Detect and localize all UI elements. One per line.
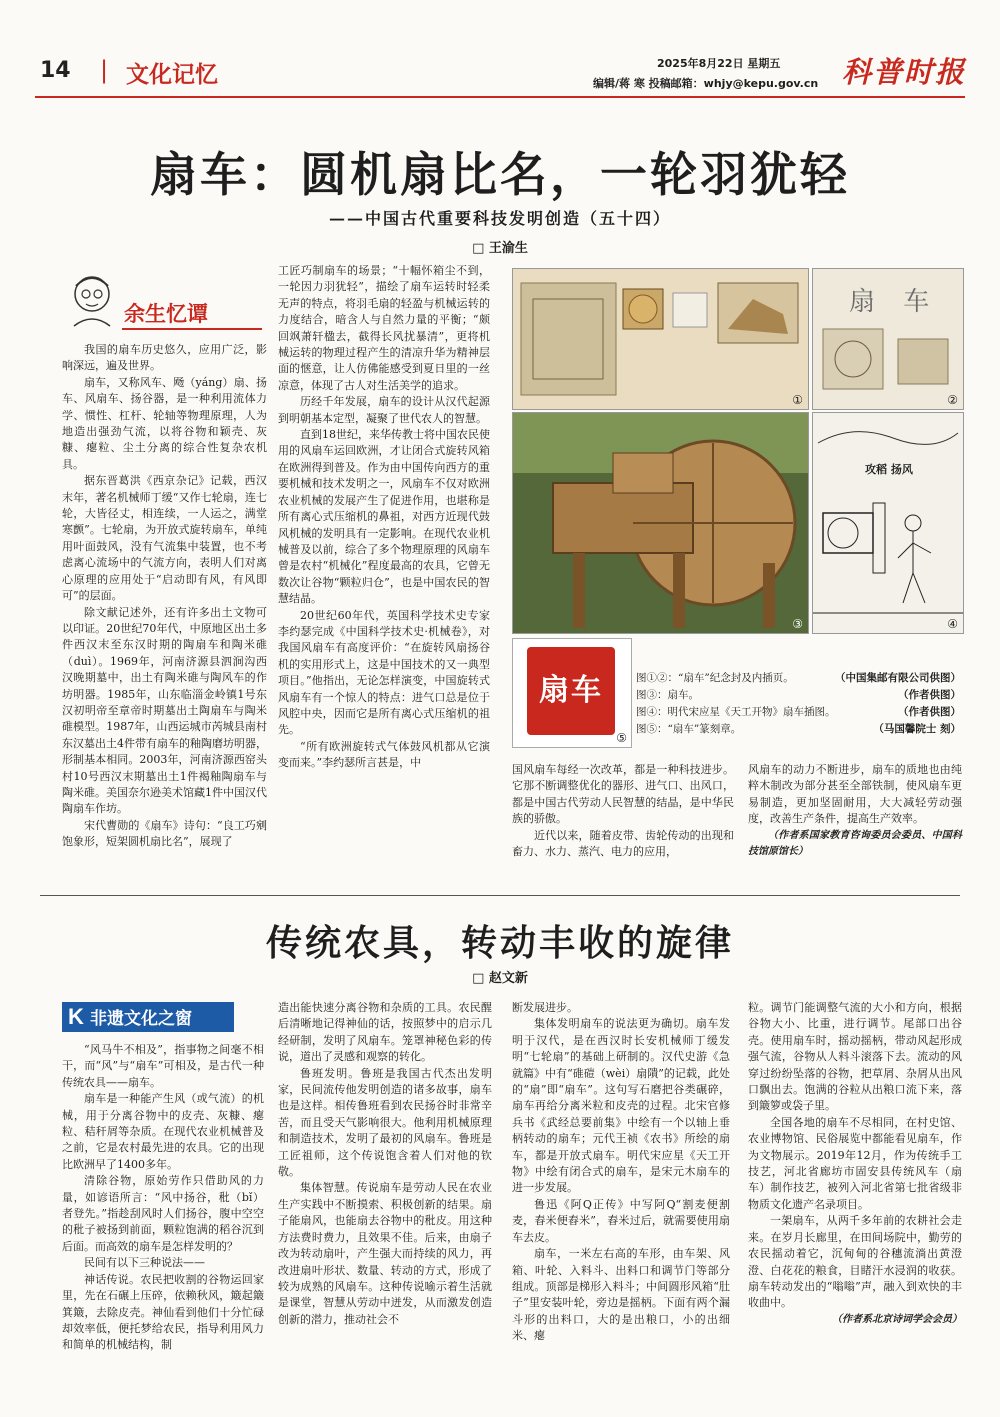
a1-c1-p4: 除文献记述外，还有许多出土文物可以印证。20世纪70年代，中原地区出土多件西汉末至东汉时期的陶扇车和陶米碓（duì）。1969年，河南济源县泗涧沟西汉晚期墓中，出土有陶米碓与陶风车的作坊明器。1985年，山东临淄金岭镇1号东汉初明帝至章帝时期墓出土陶扇车与陶米碓模型。1987年，山西运城市芮城县南村东汉墓出土4件带有扇车的釉陶磨坊明器，形制基本相同。2003年，河南济源西窑头村10号西汉末期墓出土1件褐釉陶扇车与陶米碓。美国奈尔逊美术馆藏1件中国汉代陶扇车作坊。 (62, 605, 267, 816)
a1-c2-p5: “所有欧洲旋转式气体鼓风机都从它演变而来。”李约瑟所言甚是，中 (278, 739, 490, 770)
a1-c4-p1: 风扇车的动力不断进步，扇车的质地也由纯粹木制改为部分甚至全部铁制，使风扇车更易制造，更加坚固耐用，大大减轻劳动强度，改善生产条件，提高生产效率。 (748, 763, 962, 826)
article1-author-note: （作者系国家教育咨询委员会委员、中国科技馆原馆长） (748, 829, 962, 858)
photo-1-number: ① (792, 393, 803, 407)
photo-4-tiangong-illustration (812, 412, 964, 634)
article1-column-3 (512, 762, 734, 860)
article2-title: 传统农具，转动丰收的旋律 (265, 923, 734, 964)
a2-c1-p5: 神话传说。农民把收割的谷物运回家里，先在石碾上压碎，依赖秋风，簸起簸箕簸，去除皮壳。神仙看到他们十分忙碌却效率低，便托梦给农民，指导利用风力和简单的机械结构，制 (62, 1272, 264, 1352)
article1-byline: □ 王渝生 (472, 241, 528, 256)
a1-c2-p3: 直到18世纪，来华传教士将中国农民使用的风扇车运回欧洲，才让闭合式旋转风箱在欧洲得到普及。作为由中国传向西方的重要机械和技术发明之一，风扇车不仅对欧洲农业机械的发展产生了促进作用，也堪称是所有离心式压缩机的鼻祖，对西方近现代鼓风机械的发明具有一定影响。在现代农业机械普及以前，综合了多个物理原理的风扇车曾是农村“机械化”程度最高的农具，它曾无数次让谷物“颗粒归仓”，也是中国农民的智慧结晶。 (278, 428, 490, 606)
seal-stamp: 扇车 (527, 647, 615, 735)
caption-3: （作者供图） 图④：明代宋应星《天工开物》扇车插图。 (636, 706, 961, 718)
a2-c1-p2: 扇车是一种能产生风（或气流）的机械，用于分离谷物中的皮壳、灰糠、瘪粒、秸秆屑等杂质。在现代农业机械普及之前，它是农村最先进的农具。它的出现比欧洲早了1400多年。 (62, 1092, 264, 1171)
a1-c3-p2: 近代以来，随着皮带、齿轮传动的出现和畜力、水力、蒸汽、电力的应用， (512, 828, 734, 859)
editor-contact: 编辑/蒋 寒 投稿邮箱：whjy@kepu.gov.cn (593, 77, 819, 90)
photo-3-number: ③ (792, 617, 803, 631)
photo-5-number: ⑤ (616, 731, 627, 745)
article1-column-1 (62, 342, 267, 851)
a1-c1-p1: 我国的扇车历史悠久，应用广泛，影响深远，遍及世界。 (62, 343, 267, 373)
a1-c2-p1: 工匠巧制扇车的场景；“十幅怀箱尘不到，一轮因力羽犹轻”，描绘了扇车运转时轻柔无声的特点，将羽毛扇的轻盈与机械运转的力度结合，暗含人与自然力量的平衡；“颇回飒萧轩楹去，截得长风扰暴清”，更将机械运转的物理过程产生的清凉升华为精神层面的惬意，让人仿佛能感受到夏日里的一丝凉意，体现了古人对生活美学的追求。 (278, 264, 490, 392)
article2-author-note: （作者系北京诗词学会会员） (832, 1313, 962, 1325)
photo-2-title: 扇 车 (849, 287, 940, 317)
newspaper-logo: 科普时报 (842, 55, 967, 89)
article1-title: 扇车：圆机扇比名，一轮羽犹轻 (150, 148, 850, 203)
article2-column-4 (748, 1000, 962, 1328)
a2-c4-p2: 全国各地的扇车不尽相同，在村史馆、农业博物馆、民俗展览中都能看见扇车，作为文物展示。2019年12月，作为传统手工技艺，河北省廊坊市固安县传统风车（扇车）制作技艺，被列入河北省第七批省级非物质文化遗产名录项目。 (748, 1115, 962, 1211)
section-divider (40, 895, 960, 896)
a2-c2-p1: 造出能快速分离谷物和杂质的工具。农民醒后清晰地记得神仙的话，按照梦中的启示几经研制，发明了风扇车。笼罩神秘色彩的传说，道出了灵感和观察的转化。 (278, 1001, 492, 1064)
a1-c2-p2: 历经千年发展，扇车的设计从汉代起源到明朝基本定型，凝聚了世代农人的智慧。 (278, 395, 490, 425)
article2-byline: □ 赵文新 (472, 971, 528, 986)
column-tag-yusheng: 余生忆谭 (124, 303, 208, 326)
photo-4-number: ④ (947, 617, 958, 631)
caption-4: （马国馨院士 刻） 图⑤：“扇车”篆刻章。 (636, 723, 961, 735)
article2-column-1 (62, 1042, 264, 1354)
a2-c4-p1: 粒。调节门能调整气流的大小和方向，根据谷物大小、比重，进行调节。尾部口出谷壳。使用扇车时，摇动摇柄，带动风起形成强气流，谷物从人料斗滚落下去。流动的风穿过纷纷坠落的谷物，把草屑、杂屑从出风口飘出去。饱满的谷粒从出粮口流下来，落到簸箩或袋子里。 (748, 1001, 962, 1113)
photo-2-number: ② (947, 393, 958, 407)
caption-1: （中国集邮有限公司供图） 图①②：“扇车”纪念封及内插页。 (636, 672, 961, 684)
column-tag-rule (122, 328, 262, 330)
a2-c1-p3: 清除谷物，原始劳作只借助风的力量，如谚语所言：“风中扬谷，秕（bǐ）者登先。”指趁刮风时人们扬谷，腹中空空的秕子被扬到前面，颗粒饱满的稻谷沉到后面。而高效的扇车是怎样发明的？ (62, 1174, 264, 1253)
article1-column-4 (748, 762, 962, 860)
a1-c2-p4: 20世纪60年代，英国科学技术史专家李约瑟完成《中国科学技术史·机械卷》，对我国风扇车有高度评价：“在旋转风扇扬谷机的实用形式上，这是中国技术的又一典型项目。”他指出，无论怎样演变，中国旋转式风扇车有一个惊人的特点：进气口总是位于风腔中央，因而它是所有离心式压缩机的祖先。 (278, 608, 490, 737)
header-rule (35, 96, 965, 98)
author-sketch-icon (60, 268, 122, 328)
a2-c3-p3: 鲁迅《阿Q正传》中写阿Q“割麦便割麦，舂米便舂米”，舂米过后，就需要使用扇车去皮。 (512, 1197, 730, 1244)
a2-c4-p3: 一架扇车，从两千多年前的农耕社会走来。在岁月长廊里，在田间场院中，勤劳的农民摇动着它，沉甸甸的谷穗流淌出黄澄澄、白花花的粮食，目睹汗水浸润的收获。扇车转动发出的“嗡嗡”声，融入到欢快的丰收曲中。 (748, 1214, 962, 1310)
feiyi-logo-icon: K (68, 1004, 84, 1029)
a1-c3-p1: 国风扇车每经一次改革，都是一种科技进步。它那不断调整优化的器形、进气口、出风口，都是中国古代劳动人民智慧的结晶，是中华民族的骄傲。 (512, 763, 734, 826)
photo-4-label: 攻稻 扬风 (865, 463, 913, 476)
photo-5-seal-box (512, 638, 632, 748)
a1-c1-p5: 宋代曹勋的《扇车》诗句：“良工巧剜饱象形，短架圆机扇比名”，展现了 (62, 818, 267, 849)
a2-c3-p4: 扇车，一米左右高的车形，由车架、风箱、叶轮、入料斗、出料口和调节门等部分组成。顶部是梯形入料斗；中间圆形风箱“肚子”里安装叶轮，旁边是摇柄。下面有两个漏斗形的出料口，大的是出粮口，小的出细米、瘪 (512, 1247, 730, 1343)
article1-column-2 (278, 263, 490, 772)
a1-c1-p2: 扇车，又称风车、飏（yáng）扇、扬车、风扇车、扬谷器，是一种利用流体力学、惯性、杠杆、轮轴等物理原理，人为地造出强劲气流，以将谷物和颖壳、灰糠、瘪粒、尘土分离的综合性复杂农机具。 (62, 375, 267, 471)
page-number: 14 (40, 58, 71, 83)
a2-c2-p2: 鲁班发明。鲁班是我国古代杰出发明家，民间流传他发明创造的诸多故事，扇车也是这样。相传鲁班看到农民扬谷时非常辛苦，而且受天气影响很大。他利用机械原理和制造技术，发明了最初的风扇车。鲁班是工匠祖师，这个传说饱含着人们对他的钦敬。 (278, 1066, 492, 1179)
a2-c2-p3: 集体智慧。传说扇车是劳动人民在农业生产实践中不断摸索、积极创新的结果。扇子能扇风，也能扇去谷物中的秕皮。用这种方法费时费力，且效果不佳。后来，由扇子改为转动扇叶，产生强大而持续的风力，再改进扇叶形状、数量、转动的方式，形成了较为成熟的风扇车。这种传说喻示着生活就是课堂，智慧从劳动中迸发，从而激发创造创新的潜力，推动社会不 (278, 1181, 492, 1326)
a2-c3-p2: 集体发明扇车的说法更为确切。扇车发明于汉代，是在西汉时长安机械师丁缓发明“七轮扇”的基础上研制的。汉代史游《急就篇》中有“碓磑（wèi）扇隤”的记载，此处的“扇”即“扇车”。这句写石磨把谷类碾碎，扇车再给分离米粒和皮壳的过程。北宋官修兵书《武经总要前集》中绘有一个以轴上垂柄转动的扇车；元代王祯《农书》所绘的扇车，都是开放式扇车。明代宋应星《天工开物》中绘有闭合式的扇车，是宋元木扇车的进一步发展。 (512, 1017, 730, 1195)
a1-c1-p3: 据东晋葛洪《西京杂记》记载，西汉末年，著名机械师丁缓“又作七轮扇，连七轮，大皆径丈，相连续，一人运之，满堂寒颤”。七轮扇，为开放式旋转扇车，单纯用叶面鼓风，没有气流集中装置，也不考虑离心流场中的气流方向，表明人们对离心原理的应用处于“启动即有风，有风即可”的层面。 (62, 474, 267, 603)
caption-2: （作者供图） 图③：扇车。 (636, 689, 961, 701)
a2-c1-p4: 民间有以下三种说法—— (84, 1256, 205, 1270)
photo-2-insert (812, 268, 964, 410)
column-tag-feiyi: K 非遗文化之窗 (62, 1002, 234, 1032)
photo-1-cover (512, 268, 809, 410)
article2-column-3 (512, 1000, 730, 1345)
a2-c1-p1: “风马牛不相及”，指事物之间毫不相干，而“风”与“扇车”可相及，是古代一种传统农具——扇车。 (62, 1043, 264, 1089)
header-separator: | (100, 56, 109, 84)
section-name: 文化记忆 (126, 62, 218, 88)
issue-date: 2025年8月22日 星期五 (657, 57, 781, 70)
article1-subtitle: ——中国古代重要科技发明创造（五十四） (328, 209, 671, 228)
photo-3-winnower (512, 412, 809, 634)
photo-captions (636, 670, 961, 738)
a2-c3-p1: 断发展进步。 (512, 1001, 578, 1014)
article2-column-2 (278, 1000, 492, 1328)
